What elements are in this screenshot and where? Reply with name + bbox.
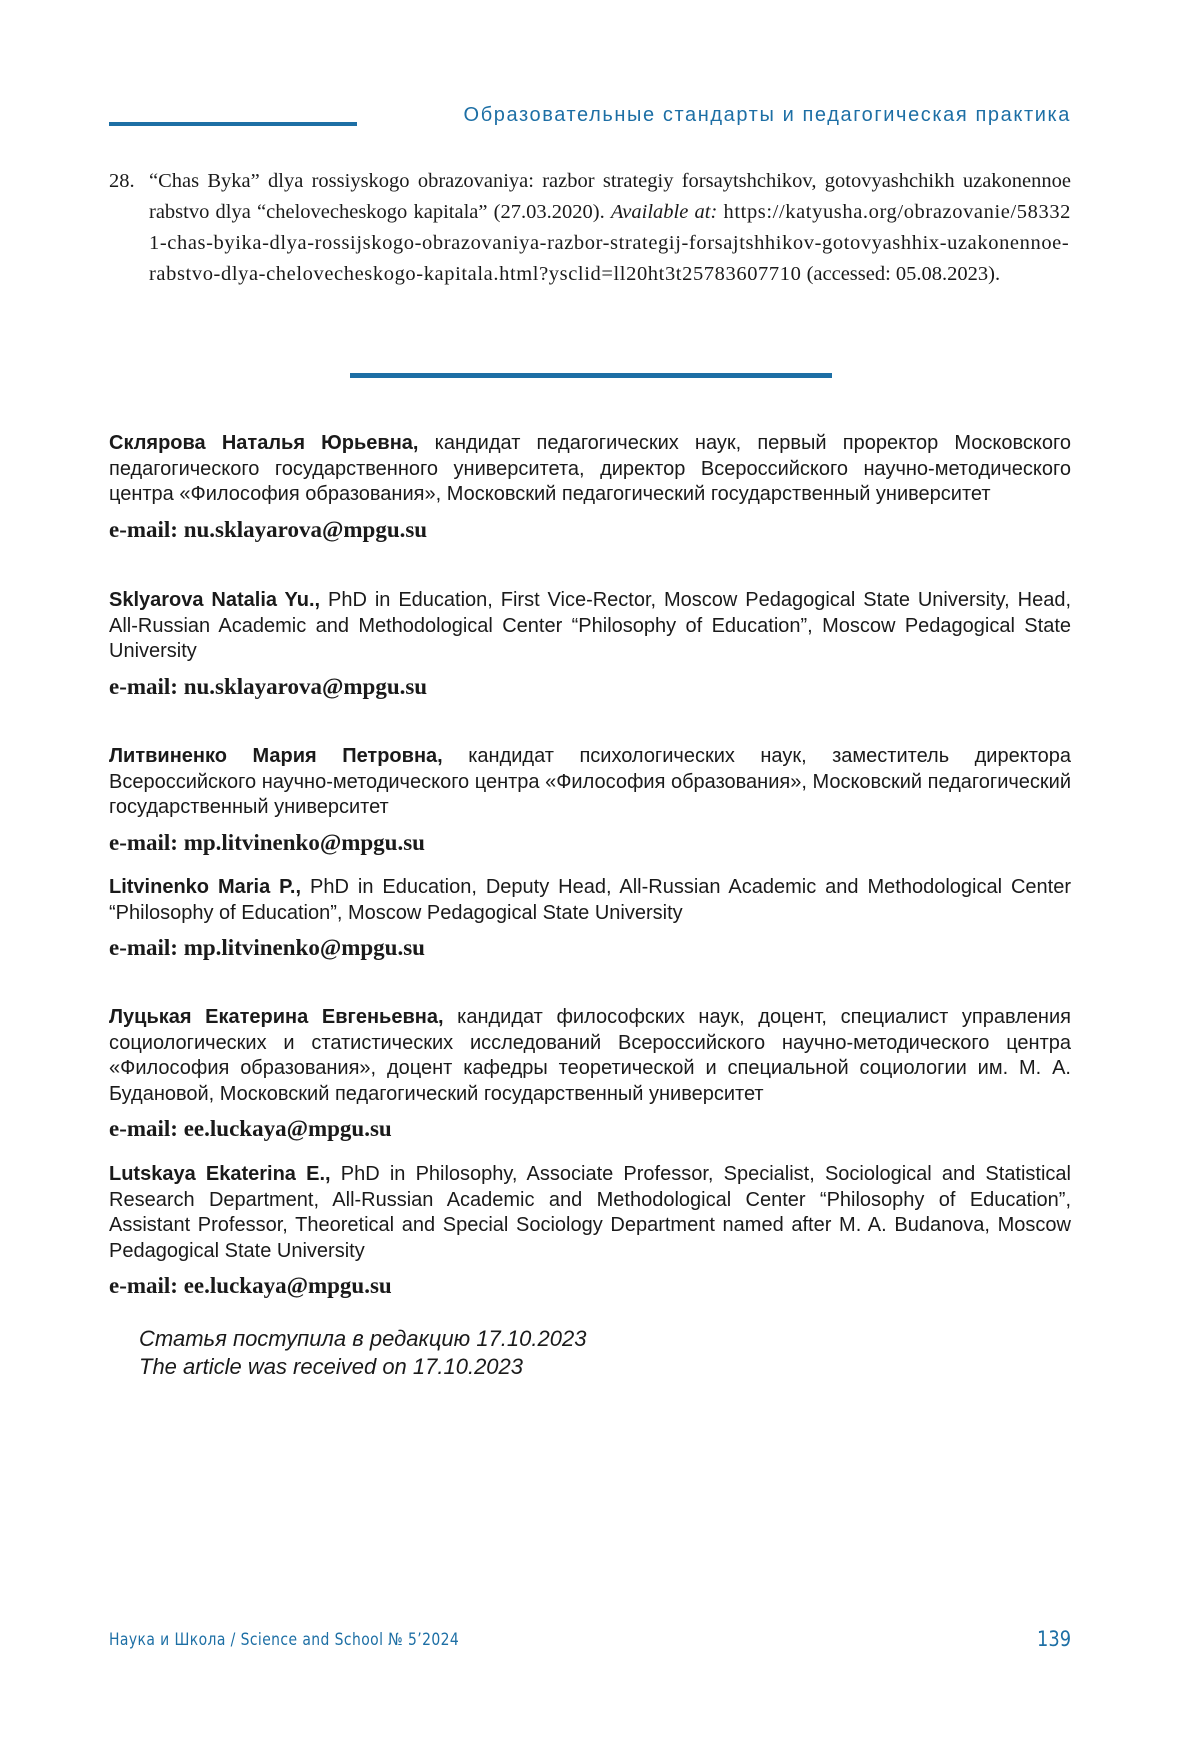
section-separator — [350, 373, 832, 378]
author-name: Литвиненко Мария Петровна, — [109, 745, 443, 767]
reference-item — [109, 166, 1071, 290]
author-email: e-mail: nu.sklayarova@mpgu.su — [109, 516, 428, 542]
author-name: Lutskaya Ekaterina E., — [109, 1163, 331, 1185]
page-number: 139 — [1036, 1627, 1071, 1651]
author-email: e-mail: nu.sklayarova@mpgu.su — [109, 673, 428, 699]
author-email: e-mail: ee.luckaya@mpgu.su — [109, 1116, 392, 1141]
author-email: e-mail: mp.litvinenko@mpgu.su — [109, 829, 425, 855]
footer-journal: Наука и Школа / Science and School № 5’2024 — [109, 1630, 460, 1650]
author-email: e-mail: ee.luckaya@mpgu.su — [109, 1273, 392, 1298]
reference-accessed: (accessed: 05.08.2023). — [806, 263, 1001, 285]
running-header: Образовательные стандарты и педагогическая практика — [463, 104, 1071, 126]
author-bio-ru — [109, 431, 1071, 508]
author-name: Склярова Наталья Юрьевна, — [109, 432, 419, 454]
author-bio-en — [109, 875, 1071, 926]
reference-body — [149, 166, 1071, 290]
reference-url: https://katyusha.org/obrazovanie/583321-chas-byika-dlya-rossijskogo-obrazovaniya-razbor-strategij-forsajtshhikov-gotovyashhix-uzakonennoe-rabstvo-dlya-chelovecheskogo-kapitala.html?ysclid=ll20ht3t25783607710 — [149, 201, 1072, 285]
reference-number: 28. — [109, 170, 135, 192]
author-block-ru — [109, 431, 1071, 544]
author-email: e-mail: mp.litvinenko@mpgu.su — [109, 935, 425, 960]
author-block-en — [109, 875, 1071, 962]
author-block-ru — [109, 744, 1071, 857]
author-bio-en — [109, 1162, 1071, 1264]
author-info: PhD in Education, First Vice-Rector, Moscow Pedagogical State University, Head, All-Russian Academic and Methodological Center “Philosophy of Education”, Moscow Pedagogical State University — [109, 589, 1072, 662]
author-name: Луцькая Екатерина Евгеньевна, — [109, 1006, 444, 1028]
author-bio-ru — [109, 1005, 1071, 1107]
author-block-en — [109, 588, 1071, 701]
author-info: PhD in Education, Deputy Head, All-Russian Academic and Methodological Center “Philosophy of Education”, Moscow Pedagogical State University — [109, 876, 1071, 924]
reference-text: “Chas Byka” dlya rossiyskogo obrazovaniya: razbor strategiy forsaytshchikov, gotovyashchikh uzakonennoe rabstvo dlya “chelovecheskogo kapitala” (27.03.2020). — [149, 170, 1071, 223]
author-name: Litvinenko Maria P., — [109, 876, 302, 898]
author-bio-en — [109, 588, 1071, 665]
received-en: The article was received on 17.10.2023 — [139, 1354, 524, 1379]
author-info: кандидат психологических наук, заместитель директора Всероссийского научно-методического центра «Философия образования», Московский педагогический государственный университет — [109, 745, 1071, 818]
author-block-en — [109, 1162, 1071, 1300]
author-info: кандидат философских наук, доцент, специалист управления социологических и статистических исследований Всероссийского научно-методического центра «Философия образования», доцент кафедры теоретической и специальной социологии им. М. А. Будановой, Московский педагогический государственный университет — [109, 1006, 1071, 1105]
author-bio-ru — [109, 744, 1071, 821]
author-info: PhD in Philosophy, Associate Professor, Specialist, Sociological and Statistical Research Department, All-Russian Academic and Methodological Center “Philosophy of Education”, Assistant Professor, Theoretical and Special Sociology Department named after M. A. Budanova, Moscow Pedagogical State University — [109, 1163, 1072, 1262]
author-name: Sklyarova Natalia Yu., — [109, 589, 321, 611]
received-ru: Статья поступила в редакцию 17.10.2023 — [139, 1326, 587, 1351]
received-note — [139, 1325, 586, 1381]
author-info: кандидат педагогических наук, первый проректор Московского педагогического государственного университета, директор Всероссийского научно-методического центра «Философия образования», Московский педагогический государственный университет — [109, 432, 1071, 505]
header-rule — [109, 122, 357, 126]
author-block-ru — [109, 1005, 1071, 1143]
available-label: Available at: — [610, 201, 718, 223]
